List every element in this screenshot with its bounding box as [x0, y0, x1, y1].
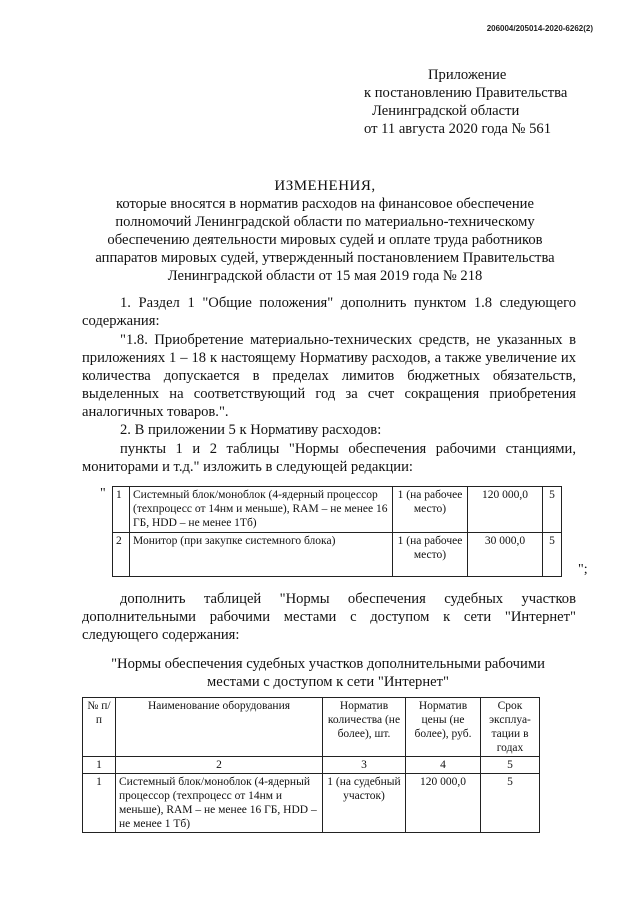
table-cell-term: 5 — [481, 774, 540, 833]
document-id: 206004/205014-2020-6262(2) — [486, 24, 593, 33]
norms-table — [82, 697, 540, 833]
table-cell-num: 1 — [113, 487, 130, 533]
table-row — [113, 487, 562, 533]
quote-open-mark: " — [100, 486, 106, 501]
replacement-table — [112, 486, 562, 577]
heading-line: аппаратов мировых судей, утвержденный постановлением Правительства — [95, 250, 555, 266]
table-index-cell: 1 — [83, 757, 116, 774]
table-cell-num: 2 — [113, 533, 130, 577]
document-heading — [90, 177, 560, 285]
quote-close-mark: "; — [578, 562, 588, 577]
heading-line: Ленинградской области от 15 мая 2019 года № 218 — [167, 268, 483, 284]
table-cell-term: 5 — [543, 487, 562, 533]
appendix-line: от 11 августа 2020 года № 561 — [364, 121, 551, 137]
appendix-block — [364, 66, 567, 138]
table-row — [113, 533, 562, 577]
paragraph-1-8: "1.8. Приобретение материально-технических средств, не указанных в приложениях 1 – 18 к настоящему Нормативу расходов, а также увеличение их количества допускается в пределах лимитов бюджетных обязательств, выделенных на соответствующий год за счет сокращения приобретения аналогичных товаров.". — [82, 332, 576, 420]
table-cell-qty: 1 (на судебный участок) — [323, 774, 406, 833]
appendix-line: к постановлению Правительства — [364, 85, 568, 101]
table-header-term: Срок эксплуа-тации в годах — [481, 698, 540, 757]
heading-line: полномочий Ленинградской области по материально-техническому — [115, 214, 535, 230]
heading-line: обеспечению деятельности мировых судей и оплате труда работников — [107, 232, 543, 248]
table-cell-price: 120 000,0 — [406, 774, 481, 833]
appendix-line: Приложение — [428, 67, 507, 83]
table-index-cell: 3 — [323, 757, 406, 774]
table-row — [83, 774, 540, 833]
table-index-row — [83, 757, 540, 774]
paragraph-1: 1. Раздел 1 "Общие положения" дополнить пунктом 1.8 следующего содержания: — [82, 295, 576, 329]
appendix-line: Ленинградской области — [372, 103, 520, 119]
paragraph-2: 2. В приложении 5 к Нормативу расходов: — [120, 422, 382, 438]
table-cell-name: Монитор (при закупке системного блока) — [130, 533, 393, 577]
table-cell-price: 120 000,0 — [468, 487, 543, 533]
table-header-price: Норматив цены (не более), руб. — [406, 698, 481, 757]
table-cell-qty: 1 (на рабочее место) — [393, 487, 468, 533]
paragraph-4: дополнить таблицей "Нормы обеспечения судебных участков дополнительными рабочими местами с доступом к сети "Интернет" следующего содержания: — [82, 591, 576, 643]
norm-table-title: "Нормы обеспечения судебных участков дополнительными рабочими местами с доступом к сети "Интернет" — [111, 656, 545, 690]
table-index-cell: 4 — [406, 757, 481, 774]
table-cell-qty: 1 (на рабочее место) — [393, 533, 468, 577]
table-index-cell: 2 — [116, 757, 323, 774]
table-header-name: Наименование оборудования — [116, 698, 323, 757]
table-header-num: № п/п — [83, 698, 116, 757]
heading-line: которые вносятся в норматив расходов на финансовое обеспечение — [116, 196, 534, 212]
heading-title: ИЗМЕНЕНИЯ, — [274, 178, 376, 194]
table-cell-term: 5 — [543, 533, 562, 577]
table-header-qty: Норматив количества (не более), шт. — [323, 698, 406, 757]
table-cell-name: Системный блок/моноблок (4-ядерный процессор (техпроцесс от 14нм и меньше), RAM – не менее 16 ГБ, HDD – не менее 1 Тб) — [116, 774, 323, 833]
table-cell-name: Системный блок/моноблок (4-ядерный процессор (техпроцесс от 14нм и меньше), RAM – не менее 16 ГБ, HDD – не менее 1Тб) — [130, 487, 393, 533]
table-header-row — [83, 698, 540, 757]
table-index-cell: 5 — [481, 757, 540, 774]
table-cell-price: 30 000,0 — [468, 533, 543, 577]
table-cell-num: 1 — [83, 774, 116, 833]
paragraph-3: пункты 1 и 2 таблицы "Нормы обеспечения рабочими станциями, мониторами и т.д." изложить в следующей редакции: — [82, 441, 576, 475]
